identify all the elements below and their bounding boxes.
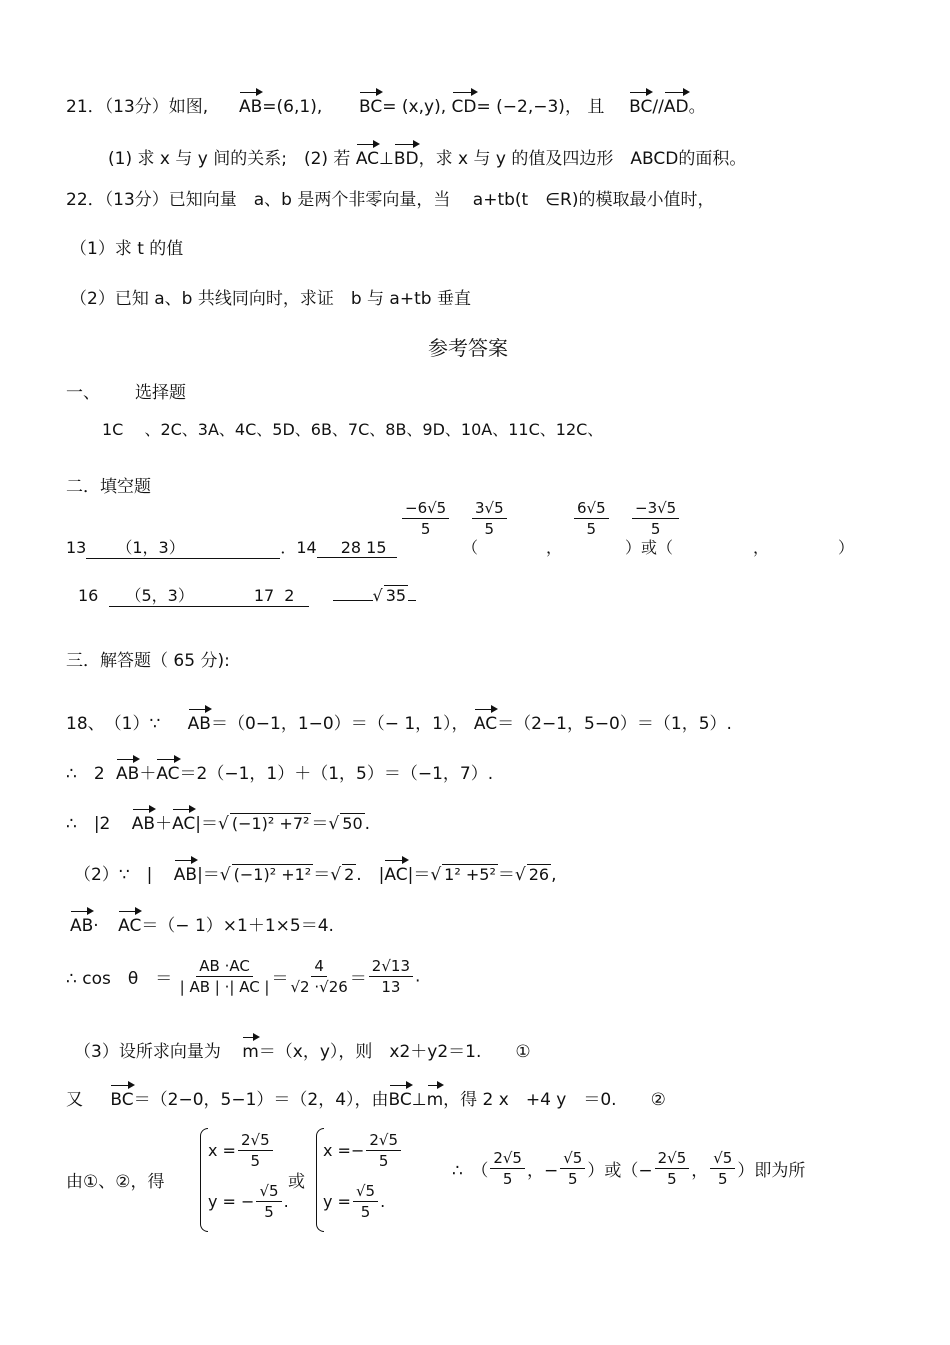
section1-title: 选择题 <box>135 383 186 403</box>
q17-blank <box>333 600 373 601</box>
q16-line: 16 （5，3） 17 2 √ 35 <box>78 583 416 607</box>
ab-value: =(6,1), <box>262 97 323 117</box>
vector-ab: AB <box>116 764 140 784</box>
frac-num: −3√5 <box>632 500 679 519</box>
q13-number: 13 <box>66 538 87 557</box>
or-text: 或 <box>288 1172 305 1192</box>
q14-rparen: ） <box>838 538 855 557</box>
section2-title: 二．填空题 <box>66 477 151 497</box>
sqrt-expr: (−1)² +7² <box>231 814 310 833</box>
sol18-line2: ∴ 2 AB＋AC＝2（−1，1）＋（1，5）＝（−1，7）. <box>66 764 494 784</box>
frac-num: 6√5 <box>574 500 609 519</box>
q21-part2: ，求 x 与 y 的值及四边形 ABCD的面积。 <box>418 149 747 169</box>
vector-m: m <box>426 1090 444 1110</box>
system1-x: x = $\frac{2√5}{5}$ <box>208 1132 275 1169</box>
vector-ac: AC <box>384 865 408 885</box>
frac-den: 5 <box>420 519 431 538</box>
vector-bc-parallel: BC <box>629 97 653 117</box>
and-text: ， 且 <box>564 97 605 117</box>
vector-ab: AB <box>131 814 156 834</box>
vector-ac: AC <box>355 149 380 169</box>
vector-ad: AD <box>663 97 689 117</box>
q14-comma: ， <box>546 538 563 557</box>
q17-answer: 2 <box>284 586 295 605</box>
sol18-line8: 又 BC＝（2−0，5−1）＝（2，4），由BC⊥m，得 2 x +4 y ＝0. ② <box>66 1090 666 1110</box>
system1-y: y = − $\frac{√5}{5}$ . <box>208 1182 289 1221</box>
sol18-line3: ∴ |2 AB＋AC|＝√ (−1)² +7² ＝√ 50 . <box>66 814 371 834</box>
system2-y: y = $\frac{√5}{5}$ . <box>323 1182 386 1221</box>
vector-ac: AC <box>118 916 142 936</box>
q14-frac1 <box>400 500 451 537</box>
vector-ab: AB <box>238 97 263 117</box>
section3-title: 三．解答题（ 65 分): <box>66 651 230 671</box>
q14-comma2: ， <box>753 538 770 557</box>
q21-line1 <box>66 92 706 117</box>
q14-frac4 <box>630 500 681 537</box>
vector-bc: BC <box>388 1090 412 1110</box>
vector-ab: AB <box>173 865 198 885</box>
cd-value: = (−2,−3) <box>476 97 565 117</box>
frac-den: 5 <box>650 519 661 538</box>
q13-line <box>66 535 397 559</box>
vector-ac: AC <box>473 714 498 734</box>
vector-bc: BC <box>110 1090 134 1110</box>
frac-num: −6√5 <box>402 500 449 519</box>
q22-part2: （2）已知 a、b 共线同向时，求证 b 与 a+tb 垂直 <box>70 289 471 309</box>
perp-symbol: ⊥ <box>379 149 394 169</box>
vector-bd: BD <box>393 149 419 169</box>
q21-stem: 21．（13分）如图, <box>66 97 209 117</box>
q17-number: 17 <box>253 586 275 605</box>
q21-line2 <box>108 144 746 169</box>
sol18-line4: （2）∵ | AB|＝√ (−1)² +1² ＝√ 2 . |AC|＝√ 1² +5² ＝√ 26 , <box>74 865 557 885</box>
q14-number: ．14 <box>280 538 317 557</box>
q22-part1: （1）求 t 的值 <box>70 239 184 259</box>
bc-value: = (x,y), <box>382 97 447 117</box>
q13-answer: （1，3） <box>86 535 280 559</box>
section1-number: 一、 <box>66 383 100 403</box>
sol18-line6: ∴ cos θ ＝ $\frac{AB \cdot AC}{| AB | \cdot| AC |}$ ＝ $\frac{4}{√2 \cdot√26}$ ＝ $\frac{2√13}{13}$ . <box>66 957 421 996</box>
system2-x: x =− $\frac{2√5}{5}$ <box>323 1132 403 1169</box>
vector-m: m <box>242 1042 259 1062</box>
q14-frac2 <box>470 500 509 537</box>
choice-answers: 1C 、2C、3A、4C、5D、6B、7C、8B、9D、10A、11C、12C、 <box>102 420 604 439</box>
vector-ac: AC <box>156 764 180 784</box>
q16-number: 16 <box>78 586 99 605</box>
answers-title: 参考答案 <box>428 336 508 360</box>
q14-lparen: （ <box>462 538 479 557</box>
q21-part1: (1) 求 x 与 y 间的关系; (2) 若 <box>108 149 351 169</box>
sol18-conclusion: ∴ （ $\frac{2√5}{5}$ ，− $\frac{√5}{5}$ ）或（− $\frac{2√5}{5}$ ， $\frac{√5}{5}$ ）即为所 <box>452 1149 806 1188</box>
sol18-line9-lead: 由①、②，得 <box>66 1172 165 1192</box>
sol18-line7: （3）设所求向量为 m＝（x，y），则 x2＋y2＝1. ① <box>74 1042 531 1062</box>
left-brace <box>200 1128 208 1232</box>
period: 。 <box>688 97 706 117</box>
vector-ab: AB <box>70 916 94 936</box>
q14-frac3 <box>572 500 611 537</box>
frac-den: 5 <box>484 519 495 538</box>
vector-ab: AB <box>187 714 211 734</box>
q16-answer: （5，3） 17 2 <box>109 583 309 607</box>
vector-bc: BC <box>359 97 383 117</box>
q14-or: ）或（ <box>625 538 674 557</box>
sol18-line1: 18、 （1）∵ AB＝（0−1，1−0）＝（− 1，1）， AC＝（2−1，5−0）＝（1，5）. <box>66 714 732 734</box>
vector-cd: CD <box>451 97 477 117</box>
frac-num: 3√5 <box>472 500 507 519</box>
q22-stem: 22．（13分）已知向量 a、b 是两个非零向量，当 a+tb(t ∈R)的模取最小值时， <box>66 190 715 210</box>
sqrt-50: 50 <box>342 814 363 833</box>
parallel-symbol: // <box>652 97 664 117</box>
vector-ac: AC <box>172 814 196 834</box>
q17-sqrt: 35 <box>385 586 407 605</box>
q14-answer: 28 15 <box>317 538 397 558</box>
frac-den: 5 <box>586 519 597 538</box>
sol18-line5: AB· AC＝（− 1）×1＋1×5＝4. <box>70 916 334 936</box>
